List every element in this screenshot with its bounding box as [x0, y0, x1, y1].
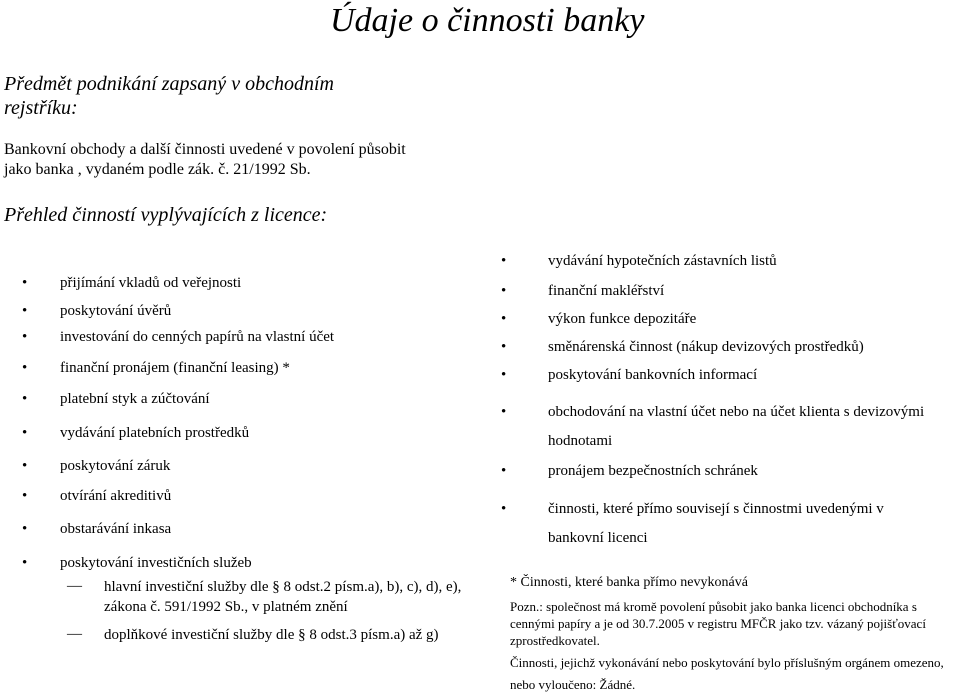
- list-item: • finanční pronájem (finanční leasing) *: [22, 360, 290, 376]
- dash-icon: —: [67, 626, 82, 642]
- bullet-icon: •: [22, 303, 28, 319]
- bullet-icon: •: [22, 275, 28, 291]
- bullet-icon: •: [22, 458, 28, 474]
- bullet-icon: •: [22, 360, 28, 376]
- list-item: • investování do cenných papírů na vlastní účet: [22, 329, 335, 345]
- bullet-icon: •: [22, 521, 28, 537]
- bullet-icon: •: [501, 404, 507, 420]
- list-item: • otvírání akreditivů: [22, 488, 172, 504]
- list-item: • obstarávání inkasa: [22, 521, 172, 537]
- list-item: • směnárenská činnost (nákup devizových prostředků): [501, 339, 864, 355]
- bullet-icon: •: [501, 339, 507, 355]
- list-item: • vydávání hypotečních zástavních listů: [501, 253, 777, 269]
- list-item: • platební styk a zúčtování: [22, 391, 210, 407]
- star-note: * Činnosti, které banka přímo nevykonává: [510, 575, 748, 590]
- list-item: • poskytování investičních služeb: [22, 555, 252, 571]
- bullet-icon: •: [501, 501, 507, 517]
- subject-heading: Předmět podnikání zapsaný v obchodním rejstříku:: [4, 73, 334, 119]
- bullet-icon: •: [501, 311, 507, 327]
- list-item: • vydávání platebních prostředků: [22, 425, 250, 441]
- page-title: Údaje o činnosti banky: [330, 2, 645, 39]
- bullet-icon: •: [501, 283, 507, 299]
- list-item: • finanční makléřství: [501, 283, 665, 299]
- list-item: • poskytování záruk: [22, 458, 171, 474]
- note-restricted: Činnosti, jejichž vykonávání nebo poskytování bylo příslušným orgánem omezeno, nebo vyloučeno: Žádné.: [510, 655, 944, 692]
- sub-item: — hlavní investiční služby dle § 8 odst.2 písm.a), b), c), d), e), zákona č. 591/1992 Sb., v platném znění: [67, 578, 462, 615]
- subject-text: Bankovní obchody a další činnosti uvedené v povolení působit jako banka , vydaném podle zák. č. 21/1992 Sb.: [4, 141, 406, 178]
- overview-heading: Přehled činností vyplývajících z licence:: [4, 204, 328, 226]
- bullet-icon: •: [22, 391, 28, 407]
- bullet-icon: •: [22, 488, 28, 504]
- list-item: • poskytování úvěrů: [22, 303, 172, 319]
- bullet-icon: •: [22, 555, 28, 571]
- list-item: • pronájem bezpečnostních schránek: [501, 463, 758, 479]
- list-item: • přijímání vkladů od veřejnosti: [22, 275, 242, 291]
- list-item: • obchodování na vlastní účet nebo na účet klienta s devizovými hodnotami: [548, 398, 958, 456]
- dash-icon: —: [67, 578, 82, 594]
- sub-item: — doplňkové investiční služby dle § 8 odst.3 písm.a) až g): [67, 626, 439, 643]
- note-poz: Pozn.: společnost má kromě povolení působit jako banka licenci obchodníka s cennými papíry a je od 30.7.2005 v registru MFČR jako tzv. vázaný pojišťovací zprostředkovatel.: [510, 599, 926, 648]
- bullet-icon: •: [501, 253, 507, 269]
- list-item: • výkon funkce depozitáře: [501, 311, 697, 327]
- bullet-icon: •: [501, 367, 507, 383]
- bullet-icon: •: [22, 425, 28, 441]
- list-item: • poskytování bankovních informací: [501, 367, 758, 383]
- bullet-icon: •: [22, 329, 28, 345]
- bullet-icon: •: [501, 463, 507, 479]
- list-item: • činnosti, které přímo souvisejí s činnostmi uvedenými v bankovní licenci: [548, 495, 918, 553]
